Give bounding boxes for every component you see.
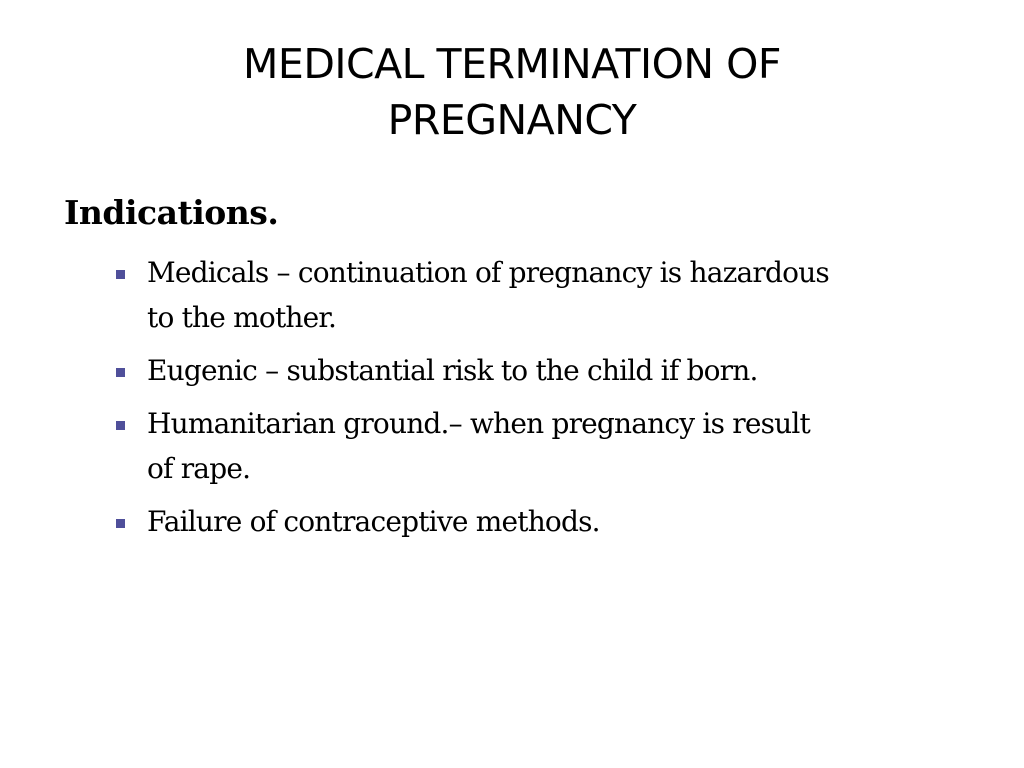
bullet-text-line: Humanitarian ground.– when pregnancy is result (147, 407, 811, 440)
square-bullet-icon (116, 270, 125, 279)
slide-title-line-2: PREGNANCY (387, 96, 637, 144)
square-bullet-icon (116, 421, 125, 430)
square-bullet-icon (116, 519, 125, 528)
bullet-text-line: of rape. (147, 452, 251, 485)
bullet-text-line: Eugenic – substantial risk to the child if born. (147, 354, 758, 387)
square-bullet-icon (116, 368, 125, 377)
bullet-text-line: to the mother. (147, 301, 337, 334)
bullet-list (116, 250, 976, 552)
slide-title (112, 36, 912, 148)
bullet-item-medicals (116, 250, 976, 340)
bullet-item-eugenic (116, 348, 976, 393)
section-heading: Indications. (64, 193, 279, 232)
bullet-item-contraceptive-failure (116, 499, 976, 544)
bullet-text-line: Failure of contraceptive methods. (147, 505, 600, 538)
bullet-item-humanitarian (116, 401, 976, 491)
bullet-text-line: Medicals – continuation of pregnancy is hazardous (147, 256, 830, 289)
slide-title-line-1: MEDICAL TERMINATION OF (243, 40, 781, 88)
